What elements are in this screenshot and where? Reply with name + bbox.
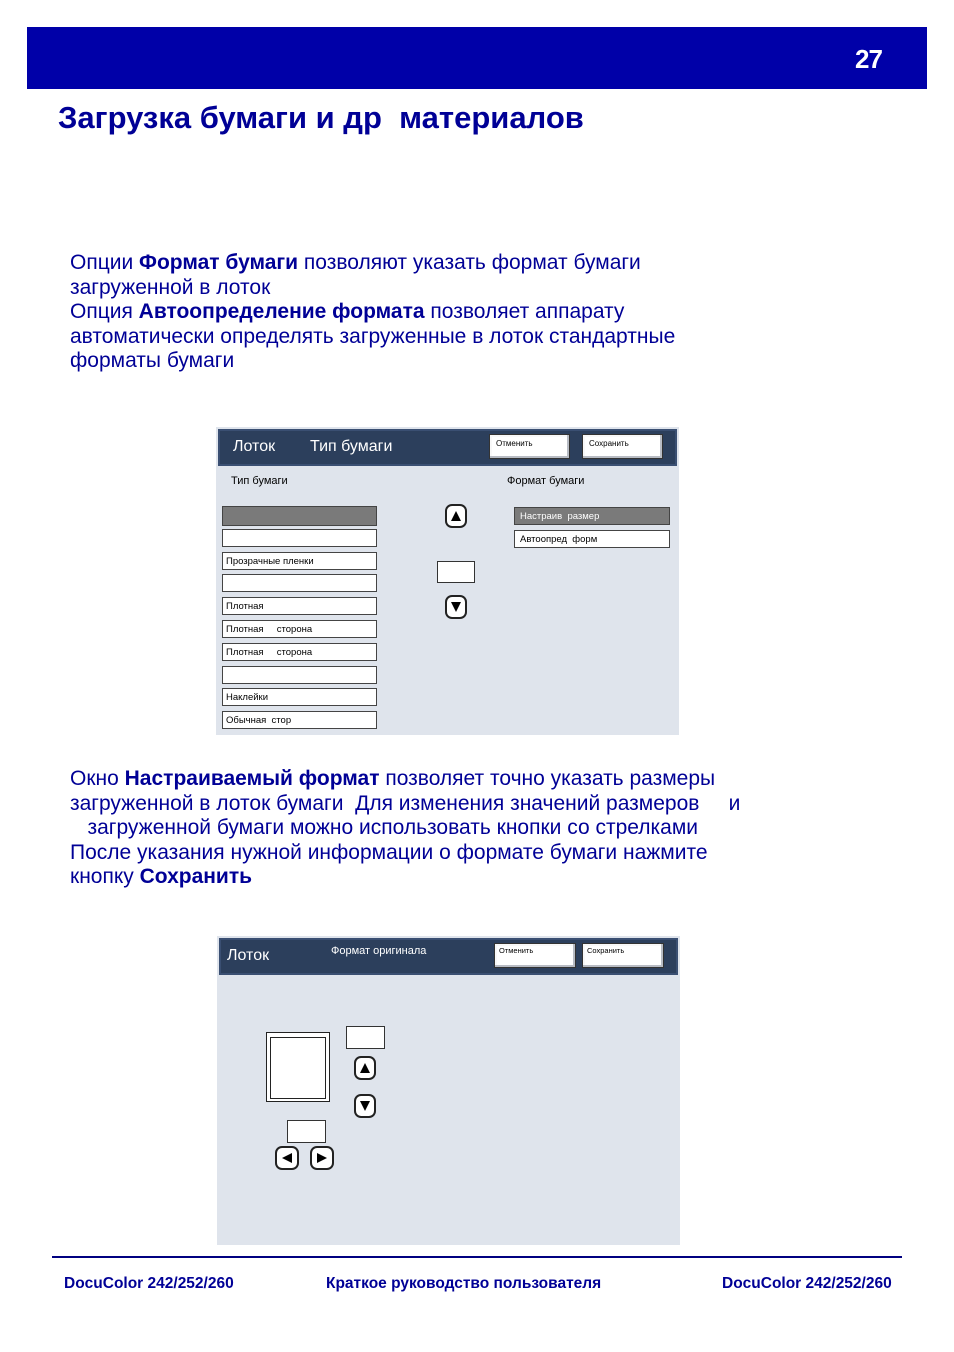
paragraph-line <box>70 325 675 350</box>
paper-type-item[interactable]: Плотная <box>222 597 377 615</box>
arrow-up-icon <box>450 510 462 522</box>
size-option-auto[interactable]: Автоопред форм <box>514 530 670 548</box>
tray-label: Лоток <box>233 438 276 455</box>
paper-type-item[interactable] <box>222 574 377 592</box>
footer-center: Краткое руководство пользователя <box>326 1275 602 1292</box>
width-value-field[interactable] <box>287 1120 326 1143</box>
paragraph-line <box>70 792 740 817</box>
paper-size-heading: Формат бумаги <box>507 475 585 487</box>
text-run: позволяет точно указать размеры <box>379 767 716 790</box>
original-size-title: Формат оригинала <box>331 945 427 957</box>
text-run: Опции <box>70 251 140 274</box>
header-bar <box>27 27 927 89</box>
arrow-down-icon <box>359 1100 371 1112</box>
text-run: загруженной бумаги можно использовать кнопки со стрелками <box>70 816 699 839</box>
paragraph-line <box>70 349 675 374</box>
text-run: автоматически определять загруженные в лоток стандартные <box>70 324 676 348</box>
text-run: форматы бумаги <box>70 349 235 372</box>
arrow-left-icon <box>281 1152 293 1164</box>
text-run: загруженной в лоток бумаги Для изменения значений размеров и <box>70 791 741 815</box>
paragraph-line <box>70 767 740 792</box>
width-decrease-button[interactable] <box>275 1146 299 1170</box>
bold-term: Сохранить <box>139 865 253 888</box>
paragraph-line <box>70 816 740 841</box>
intro-paragraph <box>70 251 675 374</box>
text-run: кнопку <box>70 865 140 888</box>
text-run: позволяют указать формат бумаги <box>298 251 641 274</box>
paragraph-line <box>70 300 675 325</box>
arrow-right-icon <box>316 1152 328 1164</box>
scroll-down-button[interactable] <box>445 595 467 619</box>
cancel-button[interactable]: Отменить <box>489 434 570 459</box>
height-decrease-button[interactable] <box>354 1094 376 1118</box>
paper-type-item[interactable] <box>222 506 377 526</box>
paper-type-item[interactable]: Плотная сторона <box>222 643 377 661</box>
paper-preview-inner <box>270 1037 326 1099</box>
paper-preview <box>266 1032 330 1102</box>
bold-term: Формат бумаги <box>139 251 299 274</box>
custom-size-paragraph <box>70 767 740 890</box>
save-button[interactable]: Сохранить <box>582 434 663 459</box>
paper-type-item[interactable] <box>222 666 377 684</box>
page-title: Загрузка бумаги и др материалов <box>58 100 584 135</box>
height-increase-button[interactable] <box>354 1056 376 1080</box>
paper-type-item[interactable]: Обычная стор <box>222 711 377 729</box>
page-number: 27 <box>855 44 882 74</box>
save-button[interactable]: Сохранить <box>582 943 664 968</box>
footer-left: DocuColor 242/252/260 <box>64 1275 234 1292</box>
bold-term: Настраиваемый формат <box>124 767 380 790</box>
paragraph-line <box>70 865 740 890</box>
paper-type-heading: Тип бумаги <box>231 475 288 487</box>
bold-term: Автоопределение формата <box>138 300 425 323</box>
footer-right: DocuColor 242/252/260 <box>722 1275 892 1292</box>
paper-type-title: Тип бумаги <box>310 438 393 455</box>
footer-divider <box>52 1256 902 1258</box>
custom-size-screen <box>217 936 680 1245</box>
tray-label: Лоток <box>227 947 270 964</box>
paragraph-line <box>70 276 675 301</box>
text-run: загруженной в лоток <box>70 275 271 299</box>
paper-type-item[interactable]: Прозрачные пленки <box>222 552 377 570</box>
cancel-button[interactable]: Отменить <box>494 943 576 968</box>
paragraph-line <box>70 841 740 866</box>
text-run: Опция <box>70 300 139 323</box>
width-increase-button[interactable] <box>310 1146 334 1170</box>
page-indicator <box>437 561 475 583</box>
scroll-up-button[interactable] <box>445 504 467 528</box>
paper-type-item[interactable]: Плотная сторона <box>222 620 377 638</box>
paragraph-line <box>70 251 675 276</box>
height-value-field[interactable] <box>346 1026 385 1049</box>
paper-type-item[interactable]: Наклейки <box>222 688 377 706</box>
paper-type-screen <box>216 427 679 735</box>
text-run: Окно <box>70 767 125 790</box>
text-run: позволяет аппарату <box>424 300 625 323</box>
arrow-down-icon <box>450 601 462 613</box>
paper-type-item[interactable] <box>222 529 377 547</box>
size-option-custom[interactable]: Настраив размер <box>514 507 670 525</box>
arrow-up-icon <box>359 1062 371 1074</box>
text-run: После указания нужной информации о формате бумаги нажмите <box>70 840 708 864</box>
